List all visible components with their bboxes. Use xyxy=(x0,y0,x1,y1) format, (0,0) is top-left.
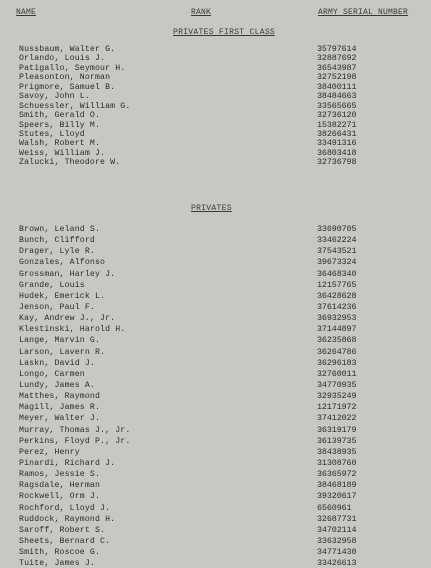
roster-list-privates-first-class xyxy=(19,45,419,168)
serial-number: 36468340 xyxy=(317,268,357,279)
roster-row xyxy=(19,369,419,380)
soldier-name: Nussbaum, Walter G. xyxy=(19,45,116,54)
section-title-privates-first-class: PRIVATES FIRST CLASS xyxy=(173,28,276,37)
roster-row xyxy=(19,480,419,491)
soldier-name: Lundy, James A. xyxy=(19,380,95,390)
roster-row xyxy=(19,92,419,101)
soldier-name: Larson, Lavern R. xyxy=(19,347,106,357)
soldier-name: Prigmore, Samuel B. xyxy=(19,82,116,92)
soldier-name: Grossman, Harley J. xyxy=(19,269,116,279)
serial-number: 36543987 xyxy=(317,62,357,73)
soldier-name: Smith, Gerald O. xyxy=(19,111,101,121)
roster-row xyxy=(19,335,419,346)
roster-row xyxy=(19,139,419,148)
soldier-name: Schuessler, William G. xyxy=(19,101,131,111)
roster-row xyxy=(19,436,419,447)
roster-row xyxy=(19,380,419,391)
serial-number: 31308760 xyxy=(317,457,357,468)
serial-number: 32736798 xyxy=(317,157,357,168)
soldier-name: Brown, Leland S. xyxy=(19,225,101,234)
soldier-name: Lange, Marvin G. xyxy=(19,336,101,346)
column-header-name: NAME xyxy=(16,8,37,17)
roster-row xyxy=(19,536,419,547)
serial-number: 36264786 xyxy=(317,346,357,357)
soldier-name: Gonzales, Alfonso xyxy=(19,258,106,268)
roster-row xyxy=(19,514,419,525)
soldier-name: Sheets, Bernard C. xyxy=(19,536,111,546)
soldier-name: Patigallo, Seymour H. xyxy=(19,63,126,73)
serial-number: 36428628 xyxy=(317,290,357,301)
soldier-name: Orlando, Louis J. xyxy=(19,54,106,64)
soldier-name: Weiss, William J. xyxy=(19,148,106,158)
roster-row xyxy=(19,54,419,63)
soldier-name: Stutes, Lloyd xyxy=(19,129,85,139)
roster-row xyxy=(19,347,419,358)
roster-row xyxy=(19,458,419,469)
serial-number: 33632958 xyxy=(317,535,357,546)
soldier-name: Rockwell, Orm J. xyxy=(19,492,101,502)
serial-number: 32760011 xyxy=(317,368,357,379)
roster-list-privates xyxy=(19,224,419,568)
serial-number: 39673324 xyxy=(317,257,357,268)
serial-number: 12171972 xyxy=(317,402,357,413)
soldier-name: Bunch, Clifford xyxy=(19,236,95,246)
soldier-name: Drager, Lyle R. xyxy=(19,247,95,257)
roster-row xyxy=(19,257,419,268)
section-title-privates: PRIVATES xyxy=(191,204,232,213)
serial-number: 36235868 xyxy=(317,335,357,346)
serial-number: 34702114 xyxy=(317,524,357,535)
roster-row xyxy=(19,130,419,139)
serial-number: 36319179 xyxy=(317,424,357,435)
serial-number: 33690705 xyxy=(317,224,357,234)
roster-row xyxy=(19,402,419,413)
column-header-serial: ARMY SERIAL NUMBER xyxy=(318,8,409,17)
roster-row xyxy=(19,149,419,158)
soldier-name: Perez, Henry xyxy=(19,447,80,457)
serial-number: 38468189 xyxy=(317,480,357,491)
serial-number: 32887692 xyxy=(317,53,357,64)
soldier-name: Rochford, Lloyd J. xyxy=(19,503,111,513)
roster-row xyxy=(19,269,419,280)
roster-row xyxy=(19,224,419,235)
roster-row xyxy=(19,503,419,514)
roster-row xyxy=(19,313,419,324)
serial-number: 34770935 xyxy=(317,379,357,390)
roster-row xyxy=(19,358,419,369)
roster-row xyxy=(19,447,419,458)
serial-number: 32687731 xyxy=(317,513,357,524)
serial-number: 33565665 xyxy=(317,100,357,111)
serial-number: 34771430 xyxy=(317,547,357,558)
soldier-name: Zalucki, Theodore W. xyxy=(19,158,121,168)
soldier-name: Ragsdale, Herman xyxy=(19,481,101,491)
roster-row xyxy=(19,246,419,257)
soldier-name: Murray, Thomas J., Jr. xyxy=(19,425,131,435)
roster-row xyxy=(19,425,419,436)
roster-row xyxy=(19,413,419,424)
roster-row xyxy=(19,64,419,73)
serial-number: 38484663 xyxy=(317,91,357,102)
serial-number: 37144897 xyxy=(317,324,357,335)
soldier-name: Hudek, Emerick L. xyxy=(19,291,106,301)
soldier-name: Laskn, David J. xyxy=(19,358,95,368)
roster-row xyxy=(19,291,419,302)
soldier-name: Perkins, Floyd P., Jr. xyxy=(19,436,131,446)
serial-number: 37412022 xyxy=(317,413,357,424)
serial-number: 33491316 xyxy=(317,138,357,149)
roster-row xyxy=(19,547,419,558)
roster-row xyxy=(19,391,419,402)
soldier-name: Grande, Louis xyxy=(19,280,85,290)
serial-number: 38400111 xyxy=(317,81,357,92)
soldier-name: Ramos, Jessie S. xyxy=(19,470,101,480)
serial-number: 33462224 xyxy=(317,235,357,246)
serial-number: 12157765 xyxy=(317,279,357,290)
serial-number: 38438935 xyxy=(317,446,357,457)
column-header-rank: RANK xyxy=(191,8,212,17)
serial-number: 39320617 xyxy=(317,491,357,502)
serial-number: 36296183 xyxy=(317,357,357,368)
soldier-name: Savoy, John L. xyxy=(19,92,90,102)
roster-row xyxy=(19,102,419,111)
serial-number: 36803418 xyxy=(317,147,357,158)
roster-row xyxy=(19,491,419,502)
soldier-name: Klestinski, Harold H. xyxy=(19,325,126,335)
serial-number: 33426613 xyxy=(317,558,357,568)
soldier-name: Kay, Andrew J., Jr. xyxy=(19,314,116,324)
roster-row xyxy=(19,302,419,313)
serial-number: 36932953 xyxy=(317,313,357,324)
roster-row xyxy=(19,558,419,568)
serial-number: 36365972 xyxy=(317,469,357,480)
serial-number: 6560961 xyxy=(317,502,352,513)
serial-number: 37543521 xyxy=(317,246,357,257)
roster-row xyxy=(19,324,419,335)
serial-number: 36139735 xyxy=(317,435,357,446)
roster-row xyxy=(19,121,419,130)
roster-row xyxy=(19,235,419,246)
roster-row xyxy=(19,83,419,92)
soldier-name: Longo, Carmen xyxy=(19,369,85,379)
soldier-name: Pinardi, Richard J. xyxy=(19,458,116,468)
soldier-name: Matthes, Raymond xyxy=(19,392,101,402)
roster-row xyxy=(19,73,419,82)
roster-row xyxy=(19,158,419,167)
serial-number: 37614236 xyxy=(317,301,357,312)
soldier-name: Ruddock, Raymond H. xyxy=(19,514,116,524)
soldier-name: Smith, Roscoe G. xyxy=(19,548,101,558)
soldier-name: Meyer, Walter J. xyxy=(19,414,101,424)
soldier-name: Speers, Billy M. xyxy=(19,120,101,130)
serial-number: 38266431 xyxy=(317,128,357,139)
roster-row xyxy=(19,525,419,536)
serial-number: 32935249 xyxy=(317,391,357,402)
soldier-name: Jenson, Paul F. xyxy=(19,302,95,312)
soldier-name: Pleasonton, Norman xyxy=(19,73,111,83)
serial-number: 32736120 xyxy=(317,110,357,121)
serial-number: 35797614 xyxy=(317,44,357,54)
roster-row xyxy=(19,111,419,120)
roster-row xyxy=(19,280,419,291)
soldier-name: Magill, James R. xyxy=(19,403,101,413)
soldier-name: Tuite, James J. xyxy=(19,559,95,568)
soldier-name: Walsh, Robert M. xyxy=(19,139,101,149)
serial-number: 32752198 xyxy=(317,72,357,83)
serial-number: 15382271 xyxy=(317,119,357,130)
soldier-name: Saroff, Robert S. xyxy=(19,525,106,535)
roster-row xyxy=(19,469,419,480)
